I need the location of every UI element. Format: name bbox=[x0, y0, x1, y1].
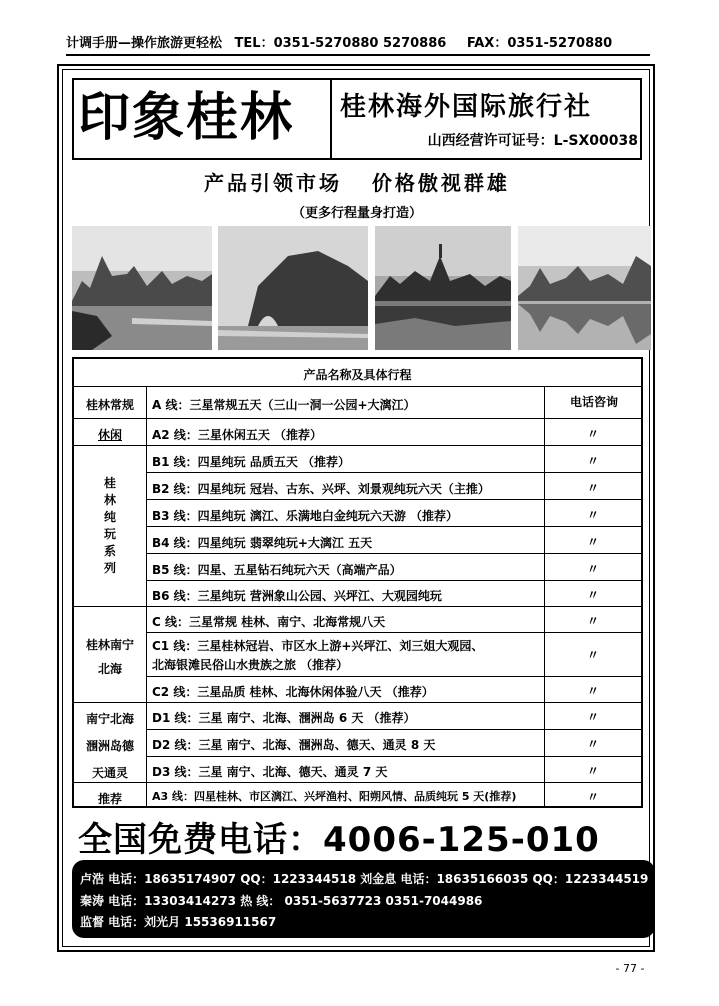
header-fax: FAX：0351-5270880 bbox=[466, 36, 613, 51]
brand-divider bbox=[330, 80, 332, 158]
sub-slogan: （更多行程量身打造） bbox=[291, 206, 422, 221]
photo-elephant-trunk-hill bbox=[218, 226, 368, 350]
route-a: A 线：三星常规五天（三山一洞一公园+大漓江） bbox=[152, 398, 416, 412]
category-pure-tour-6: 列 bbox=[103, 561, 116, 575]
route-c: C 线：三星常规 桂林、南宁、北海常规八天 bbox=[152, 615, 386, 629]
category-tongling: 天通灵 bbox=[91, 766, 128, 780]
contact-line-2: 秦涛 电话：13303414273 热 线： 0351-5637723 0351-7044986 bbox=[80, 894, 483, 908]
ditto-mark: 〃 bbox=[587, 614, 600, 628]
ditto-mark: 〃 bbox=[587, 588, 600, 602]
route-b4: B4 线：四星纯玩 翡翠纯玩+大漓江 五天 bbox=[152, 536, 373, 550]
route-c1-line1: C1 线：三星桂林冠岩、市区水上游+兴坪江、刘三姐大观园、 bbox=[152, 639, 484, 653]
contact-line-1: 卢浩 电话：18635174907 QQ：1223344518 刘金息 电话：18635166035 QQ：1223344519 bbox=[80, 872, 649, 886]
brand-name: 印象桂林 bbox=[78, 87, 295, 148]
route-b5: B5 线：四星、五星钻石纯玩六天（高端产品） bbox=[152, 563, 402, 577]
ditto-mark: 〃 bbox=[587, 427, 600, 441]
category-recommended: 推荐 bbox=[97, 792, 122, 806]
contact-panel bbox=[72, 860, 655, 938]
agency-name: 桂林海外国际旅行社 bbox=[340, 92, 593, 122]
ditto-mark: 〃 bbox=[587, 764, 600, 778]
ditto-mark: 〃 bbox=[587, 562, 600, 576]
ditto-mark: 〃 bbox=[587, 508, 600, 522]
license-number: 山西经营许可证号：L-SX00038 bbox=[427, 133, 638, 149]
ditto-mark: 〃 bbox=[587, 648, 600, 662]
route-d2: D2 线：三星 南宁、北海、涠洲岛、德天、通灵 8 天 bbox=[152, 738, 436, 752]
ditto-mark: 〃 bbox=[587, 454, 600, 468]
category-leisure: 休闲 bbox=[97, 428, 122, 442]
category-pure-tour-5: 系 bbox=[103, 544, 116, 558]
category-guilin-regular: 桂林常规 bbox=[85, 398, 134, 412]
header-tel: TEL：0351-5270880 5270886 bbox=[234, 36, 447, 51]
route-d1: D1 线：三星 南宁、北海、涠洲岛 6 天 （推荐） bbox=[152, 711, 416, 725]
contact-line-3: 监督 电话：刘光月 15536911567 bbox=[80, 915, 277, 929]
route-b6: B6 线：三星纯玩 营洲象山公园、兴坪江、大观园纯玩 bbox=[152, 589, 442, 603]
photo-li-river-reflection bbox=[518, 226, 651, 350]
slogan: 产品引领市场 价格傲视群雄 bbox=[204, 171, 510, 195]
route-b1: B1 线：四星纯玩 品质五天 （推荐） bbox=[152, 455, 351, 469]
photo-karst-river bbox=[72, 226, 212, 350]
header-line bbox=[66, 32, 650, 56]
route-a3: A3 线：四星桂林、市区漓江、兴坪渔村、阳朔风情、品质纯玩 5 天(推荐) bbox=[152, 790, 517, 803]
category-beihai: 北海 bbox=[97, 662, 122, 676]
ditto-mark: 〃 bbox=[587, 737, 600, 751]
ditto-mark: 〃 bbox=[587, 535, 600, 549]
page-number: - 77 - bbox=[615, 962, 645, 975]
header-tagline: 计调手册—操作旅游更轻松 bbox=[66, 36, 223, 51]
category-pure-tour-4: 玩 bbox=[103, 527, 116, 541]
ditto-mark: 〃 bbox=[587, 481, 600, 495]
ditto-mark: 〃 bbox=[587, 684, 600, 698]
photo-pagoda-hill bbox=[375, 226, 511, 350]
phone-consult-header: 电话咨询 bbox=[569, 395, 618, 409]
category-nanning-beihai: 南宁北海 bbox=[85, 712, 134, 726]
route-b2: B2 线：四星纯玩 冠岩、古东、兴坪、刘景观纯玩六天（主推） bbox=[152, 482, 490, 496]
category-pure-tour-2: 林 bbox=[103, 493, 116, 507]
free-phone-number: 全国免费电话：4006-125-010 bbox=[78, 820, 600, 860]
category-pure-tour-1: 桂 bbox=[103, 476, 116, 490]
ditto-mark: 〃 bbox=[587, 790, 600, 804]
route-c2: C2 线：三星品质 桂林、北海休闲体验八天 （推荐） bbox=[152, 685, 434, 699]
route-c1-line2: 北海银滩民俗山水贵族之旅 （推荐） bbox=[152, 658, 349, 672]
route-b3: B3 线：四星纯玩 漓江、乐满地白金纯玩六天游 （推荐） bbox=[152, 509, 459, 523]
category-pure-tour-3: 纯 bbox=[103, 510, 116, 524]
route-a2: A2 线：三星休闲五天 （推荐） bbox=[152, 428, 322, 442]
table-header: 产品名称及具体行程 bbox=[303, 368, 412, 382]
ditto-mark: 〃 bbox=[587, 710, 600, 724]
route-d3: D3 线：三星 南宁、北海、德天、通灵 7 天 bbox=[152, 765, 388, 779]
category-weizhou-detian: 涠洲岛德 bbox=[85, 739, 134, 753]
category-guilin-nanning: 桂林南宁 bbox=[85, 638, 134, 652]
